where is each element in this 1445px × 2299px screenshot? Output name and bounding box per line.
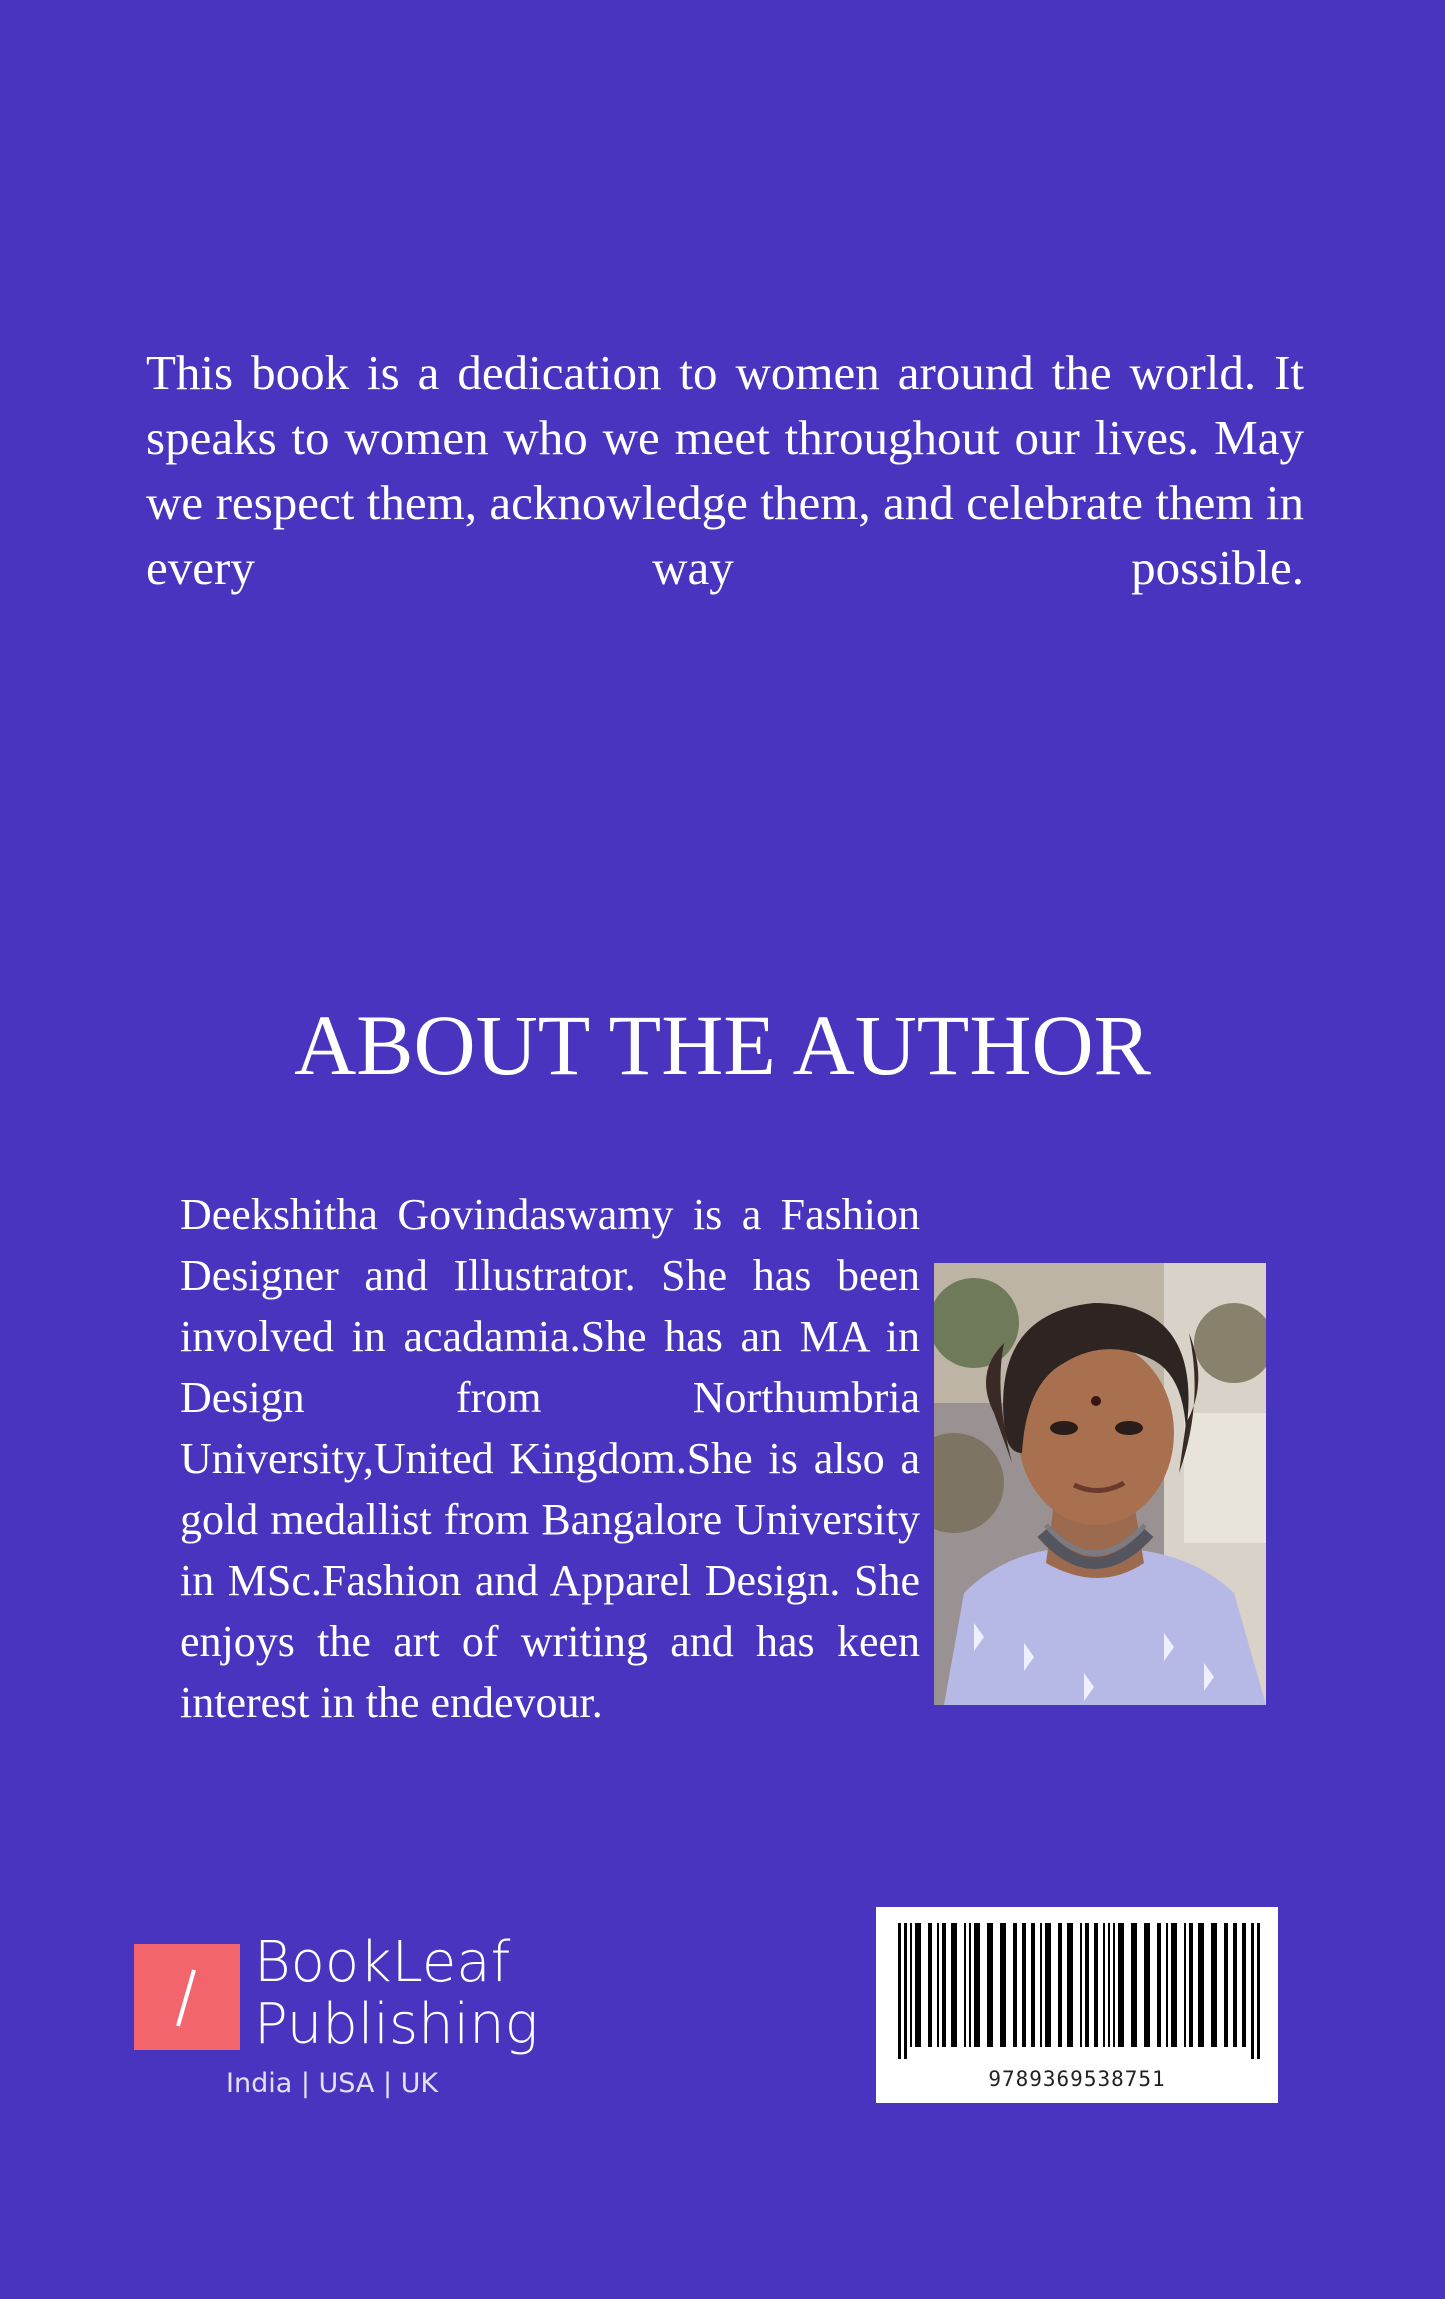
author-photo <box>934 1263 1266 1705</box>
publisher-regions: India | USA | UK <box>226 2068 439 2099</box>
book-blurb: This book is a dedication to women around the world. It speaks to women who we meet throughout our lives. May we respect them, acknowledge them, and celebrate them in every way possible. <box>146 345 1304 595</box>
barcode-bars <box>894 1923 1260 2063</box>
slash-icon <box>134 1940 240 2054</box>
about-author-heading: ABOUT THE AUTHOR <box>294 997 1151 1093</box>
isbn-number: 9789369538751 <box>988 2067 1166 2091</box>
publisher-name-line2: Publishing <box>254 1992 539 2057</box>
publisher-name <box>254 1932 538 2056</box>
publisher-logo <box>134 1930 554 2110</box>
publisher-name-line1: BookLeaf <box>254 1930 511 1995</box>
author-bio: Deekshitha Govindaswamy is a Fashion Designer and Illustrator. She has been involved in acadamia.She has an MA in Design from Northumbria University,United Kingdom.She is also a gold medallist from Bangalore University in MSc.Fashion and Apparel Design. She enjoys the art of writing and has keen interest in the endevour. <box>180 1190 920 1727</box>
isbn-barcode <box>876 1907 1278 2103</box>
